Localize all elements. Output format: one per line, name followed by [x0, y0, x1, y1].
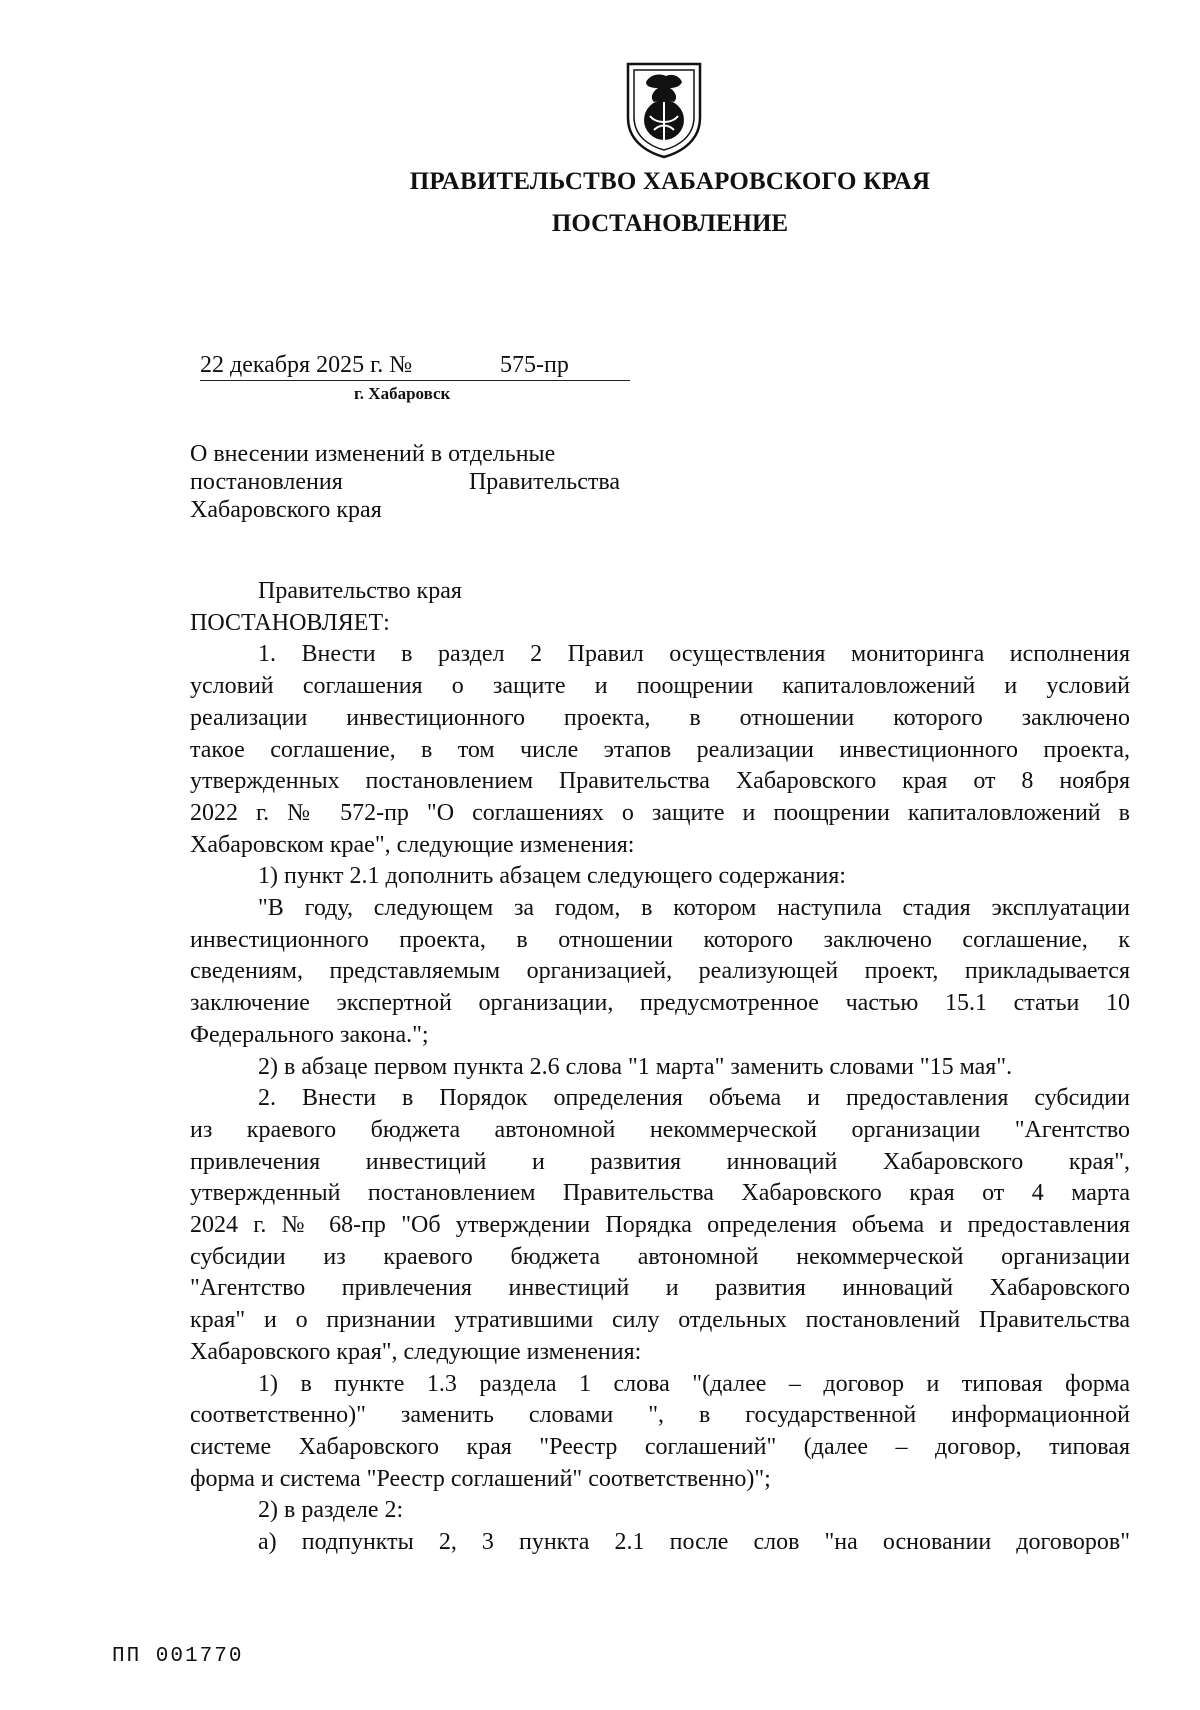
body-line: из краевого бюджета автономной некоммерческой организации "Агентство [190, 1116, 1130, 1143]
subitem-1-2: 2) в абзаце первом пункта 2.6 слова "1 марта" заменить словами "15 мая". [258, 1053, 1013, 1080]
body-line: 2024 г. № 68-пр "Об утверждении Порядка определения объема и предоставления [190, 1212, 1130, 1239]
body-line: сведениям, представляемым организацией, реализующей проект, прикладывается [190, 958, 1130, 985]
document-number: 575-пр [500, 352, 569, 378]
subject-line: О внесении изменений в отдельные [190, 441, 556, 467]
subitem-2-1 [190, 1369, 1130, 1496]
paragraph-2 [190, 1083, 1130, 1368]
body-line: инвестиционного проекта, в отношении которого заключено соглашение, к [190, 926, 1130, 953]
body-line: утвержденный постановлением Правительства Хабаровского края от 4 марта [190, 1180, 1130, 1207]
subitem-2-2a: а) подпункты 2, 3 пункта 2.1 после слов "на основании договоров" [258, 1529, 1130, 1556]
body-line: форма и система "Реестр соглашений" соответственно)"; [190, 1465, 771, 1492]
government-title: ПРАВИТЕЛЬСТВО ХАБАРОВСКОГО КРАЯ [409, 168, 931, 195]
footer-code: ПП 001770 [112, 1645, 244, 1668]
body-line: системе Хабаровского края "Реестр соглашений" (далее – договор, типовая [190, 1433, 1130, 1460]
body-line: Федерального закона."; [190, 1021, 429, 1048]
body-line: Хабаровского края", следующие изменения: [190, 1338, 642, 1365]
document-type: ПОСТАНОВЛЕНИЕ [551, 210, 789, 237]
subitem-1-1: 1) пункт 2.1 дополнить абзацем следующего содержания: [258, 863, 846, 890]
intro-line: Правительство края [258, 578, 462, 604]
paragraph-1 [190, 639, 1130, 861]
subject-word: Правительства [468, 469, 620, 495]
document-date: 22 декабря 2025 г. № [200, 352, 413, 378]
document-body [190, 576, 1130, 1559]
body-line: утвержденных постановлением Правительства Хабаровского края от 8 ноября [190, 768, 1130, 795]
document-subject [190, 440, 620, 524]
body-line: 2. Внести в Порядок определения объема и предоставления субсидии [258, 1085, 1130, 1112]
body-line: субсидии из краевого бюджета автономной некоммерческой организации [190, 1243, 1130, 1270]
subject-line [190, 468, 620, 496]
body-line: Хабаровском крае", следующие изменения: [190, 831, 635, 858]
body-line: 1) в пункте 1.3 раздела 1 слова "(далее – договор и типовая форма [258, 1370, 1130, 1397]
body-line: такое соглашение, в том числе этапов реализации инвестиционного проекта, [190, 736, 1130, 763]
body-line: края" и о признании утратившими силу отдельных постановлений Правительства [190, 1307, 1130, 1334]
body-line: реализации инвестиционного проекта, в отношении которого заключено [190, 704, 1130, 731]
subject-line: Хабаровского края [190, 497, 382, 523]
body-line: соответственно)" заменить словами ", в государственной информационной [190, 1402, 1130, 1429]
subject-word: постановления [190, 469, 343, 495]
body-line: 1. Внести в раздел 2 Правил осуществления мониторинга исполнения [258, 641, 1130, 668]
body-line: привлечения инвестиций и развития инноваций Хабаровского края", [190, 1148, 1130, 1175]
body-line: заключение экспертной организации, предусмотренное частью 15.1 статьи 10 [190, 990, 1130, 1017]
intro-resolves: ПОСТАНОВЛЯЕТ: [190, 609, 390, 636]
body-line: условий соглашения о защите и поощрении капиталовложений и условий [190, 673, 1130, 700]
coat-of-arms-icon [624, 60, 704, 160]
body-line: "В году, следующем за годом, в котором наступила стадия эксплуатации [258, 895, 1130, 922]
body-line: 2022 г. № 572-пр "О соглашениях о защите и поощрении капиталовложений в [190, 799, 1130, 826]
document-city: г. Хабаровск [354, 384, 451, 403]
quote-block [190, 893, 1130, 1052]
subitem-2-2: 2) в разделе 2: [258, 1497, 404, 1524]
date-number-line [200, 350, 630, 381]
body-line: "Агентство привлечения инвестиций и развития инноваций Хабаровского [190, 1275, 1130, 1302]
